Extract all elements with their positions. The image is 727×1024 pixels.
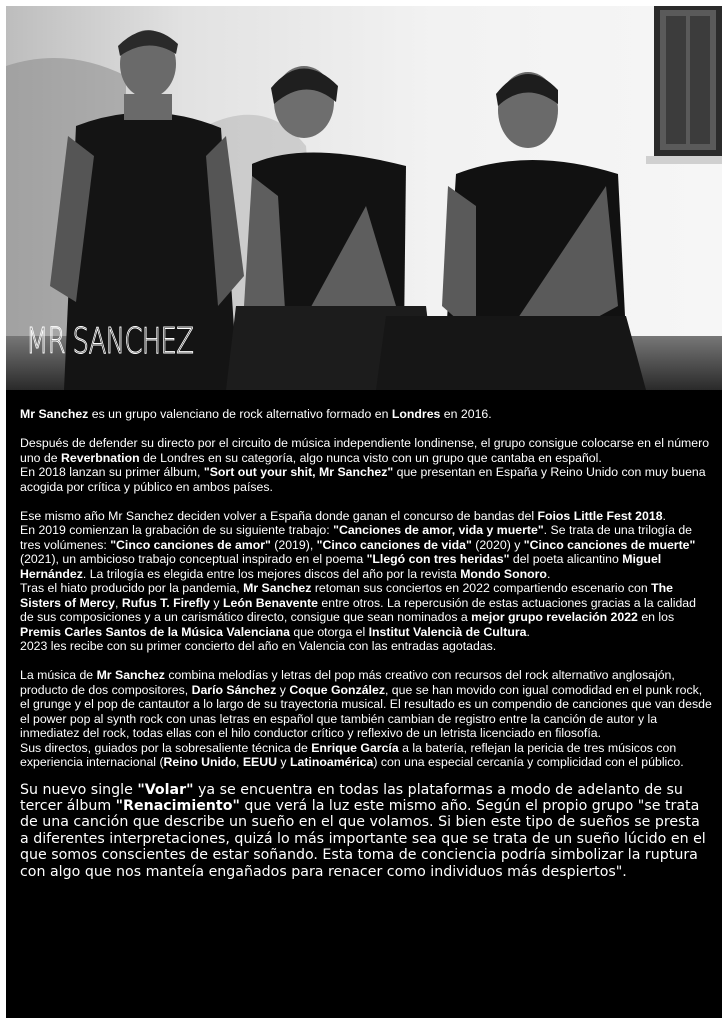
text-segment: ya se encuentra en todas las plataformas a modo de adelanto de su tercer álbum (20, 781, 683, 814)
text-segment: , que se han movido con igual comodidad en el punk rock, el grunge y el pop de cantautor a lo largo de su trayectoria musical. El resultado es un compendio de canciones que van desde el power pop al synth rock con unas letras en español que también cambian de registro entre la canción de autor y la inmediatez del rock, todas ellas con el hilo conductor crítico y reflexivo de un letrista licenciado en filosofía. (20, 682, 712, 740)
bold-text: Reino Unido (163, 755, 236, 769)
text-segment: En 2019 comienzan la grabación de su siguiente trabajo: (20, 523, 334, 537)
text-segment: , (115, 595, 122, 610)
text-segment: Tras el hiato producido por la pandemia, (20, 581, 244, 595)
text-segment: en los (637, 610, 675, 624)
band-photo (6, 6, 722, 390)
text-segment: Después de defender su directo por el circuito de música independiente londinense, el grupo consigue colocarse en el número uno de (20, 436, 710, 465)
text-segment: (2021), un ambicioso trabajo conceptual inspirado en el poema (20, 552, 367, 566)
bold-text: The Sisters of Mercy (20, 581, 674, 610)
bio-paragraph (20, 741, 712, 770)
text-segment: en 2016. (440, 407, 492, 421)
text-segment: de Londres en su categoría, algo nunca visto con un grupo que cantaba en español. (139, 450, 602, 465)
text-segment: del poeta alicantino (509, 552, 623, 566)
text-segment: es un grupo valenciano de rock alternativo formado en (88, 407, 392, 421)
text-segment: Ese mismo año Mr Sanchez deciden volver a España donde ganan el concurso de bandas del (20, 508, 538, 523)
bio-paragraph (20, 509, 712, 524)
bio-paragraph (20, 581, 712, 639)
text-segment: , (235, 755, 243, 769)
bold-text: "Volar" (137, 781, 194, 798)
bold-text: Reverbnation (61, 450, 140, 465)
text-segment: (2020) y (471, 537, 524, 552)
bold-text: Coque González (289, 682, 385, 697)
bold-text: EEUU (242, 755, 277, 769)
bold-text: "Canciones de amor, vida y muerte" (333, 523, 544, 537)
text-segment: ) con una especial cercanía y complicidad con el público. (373, 755, 684, 769)
bio-paragraph (20, 465, 712, 494)
bio-paragraph (20, 436, 712, 465)
bold-text: Miguel Hernández (20, 552, 662, 581)
text-segment: y (276, 682, 290, 697)
text-segment: y (210, 595, 223, 610)
bold-text: "Sort out your shit, Mr Sanchez" (203, 465, 394, 479)
text-segment: que verá la luz este mismo año. Según el propio grupo "se trata de una canción que describe un sueño en el que volamos. Si bien este tipo de sueños se presta a diferentes interpretaciones, quizá lo más importante sea que se trata de un sueño lúcido en el que somos conscientes de estar soñando. Esta toma de conciencia podría simbolizar la ruptura con algo que nos manteía engañados para renacer como individuos más despiertos". (20, 797, 706, 880)
bold-text: Mr Sanchez (243, 581, 312, 595)
text-segment: En 2018 lanzan su primer álbum, (20, 465, 204, 479)
bold-text: Mr Sanchez (20, 407, 89, 421)
bold-text: Enrique García (311, 740, 399, 755)
bold-text: Londres (391, 407, 441, 421)
bold-text: León Benavente (222, 595, 318, 610)
text-segment: y (276, 755, 290, 769)
bold-text: Institut Valencià de Cultura (368, 624, 527, 639)
bold-text: Darío Sánchez (191, 682, 277, 697)
text-segment: Su nuevo single (20, 781, 138, 798)
text-segment: . (526, 624, 530, 639)
text-segment: . Se trata de una trilogía de tres volúmenes: (20, 523, 692, 552)
text-segment: a la batería, reflejan la pericia de tres músicos con experiencia internacional ( (20, 740, 677, 769)
bio-paragraph (20, 668, 712, 741)
bold-text: "Cinco canciones de vida" (316, 537, 472, 552)
text-segment: que otorga el (289, 624, 369, 639)
bold-text: Mondo Sonoro (460, 566, 547, 581)
text-segment: . La trilogía es elegida entre los mejores discos del año por la revista (82, 566, 461, 581)
text-segment: . (662, 508, 666, 523)
text-segment: (2019), (270, 537, 317, 552)
text-segment: retoman sus conciertos en 2022 compartiendo escenario con (311, 581, 652, 595)
bold-text: "Cinco canciones de muerte" (523, 537, 696, 552)
single-announcement (20, 782, 712, 880)
biography-text (6, 390, 722, 1018)
text-segment: entre otros. La repercusión de estas actuaciones gracias a la calidad de sus composiciones y a un carismático directo, consigue que sean nominados a (20, 595, 696, 624)
text-segment: Sus directos, guiados por la sobresaliente técnica de (20, 740, 312, 755)
text-segment: que presentan en España y Reino Unido con muy buena acogida por crítica y público en ambos países. (20, 465, 706, 494)
band-logo: MR SANCHEZ (26, 321, 194, 362)
bold-text: "Llegó con tres heridas" (366, 552, 510, 566)
bold-text: Foios Little Fest 2018 (537, 508, 663, 523)
bio-paragraph (20, 407, 712, 422)
text-segment: combina melodías y letras del pop más creativo con recursos del rock alternativo anglosajón, producto de dos compositores, (20, 668, 675, 697)
bold-text: Rufus T. Firefly (121, 595, 210, 610)
bold-text: Premis Carles Santos de la Música Valenciana (20, 624, 290, 639)
bio-paragraph (20, 639, 712, 654)
bold-text: "Renacimiento" (115, 797, 240, 814)
bold-text: Latinoamérica (289, 755, 374, 769)
text-segment: La música de (20, 668, 97, 682)
bold-text: Mr Sanchez (96, 668, 165, 682)
text-segment: 2023 les recibe con su primer concierto del año en Valencia con las entradas agotadas. (20, 639, 497, 653)
text-segment: . (546, 566, 551, 581)
bold-text: "Cinco canciones de amor" (110, 537, 271, 552)
bio-paragraph (20, 523, 712, 581)
bold-text: mejor grupo revelación 2022 (471, 610, 638, 624)
